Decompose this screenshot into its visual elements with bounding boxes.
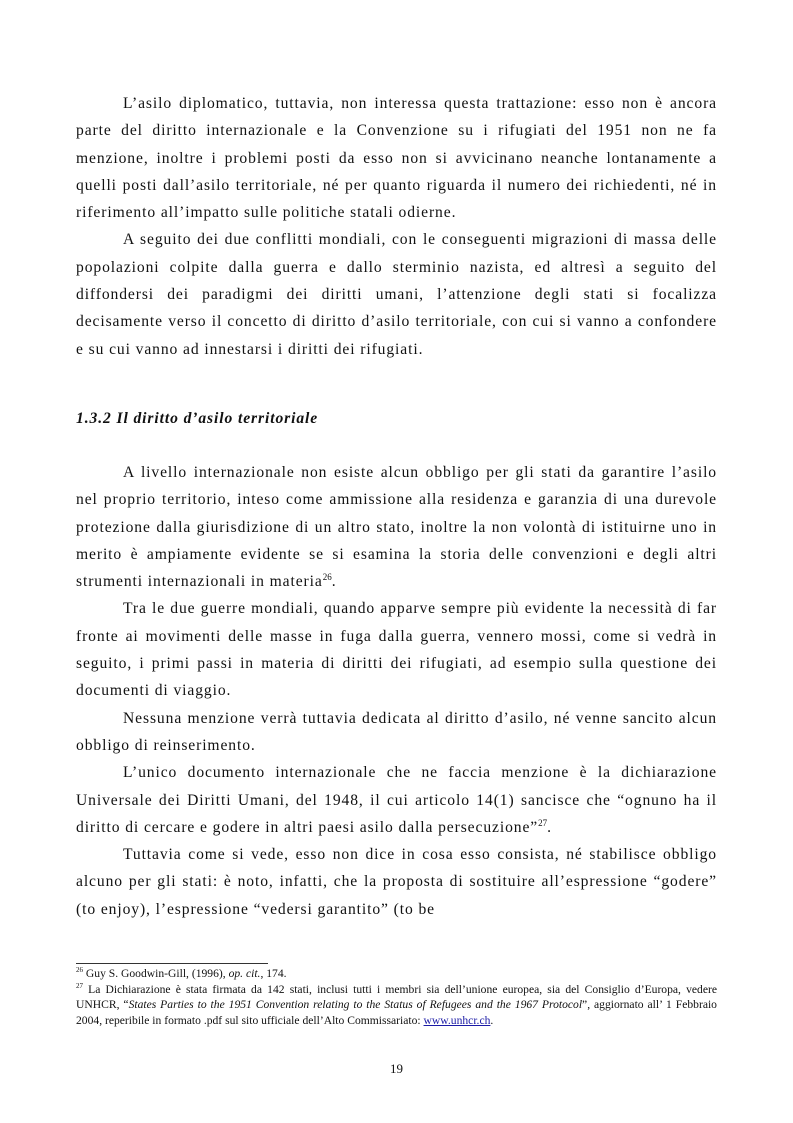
footnote-text: . <box>490 1013 494 1027</box>
paragraph-universal-declaration <box>76 759 717 841</box>
footnote-italic: op. cit. <box>228 967 261 980</box>
footnote-number: 26 <box>76 966 83 975</box>
paragraph-end: . <box>331 573 337 591</box>
footnote-27 <box>76 982 717 1029</box>
footnote-26 <box>76 966 717 982</box>
paragraph-text: L’unico documento internazionale che ne faccia menzione è la dichiarazione Universale dei Diritti Umani, del 1948, il cui articolo 14(1) sancisce che “ognuno ha il diritto di cercare e godere in altri paesi asilo dalla persecuzione” <box>76 764 717 836</box>
paragraph-no-obligation <box>76 459 717 595</box>
footnote-text: ”, aggiornato all’ 1 Febbraio 2004, reperibile in formato .pdf sul sito ufficiale dell’Alto Commissariato: <box>76 998 717 1027</box>
footnote-italic: States Parties to the 1951 Convention relating to the Status of Refugees and the 1967 Protocol <box>128 998 583 1012</box>
paragraph-text: A livello internazionale non esiste alcun obbligo per gli stati da garantire l’asilo nel proprio territorio, inteso come ammissione alla residenza e garanzia di una durevole protezione dalla giurisdizione di un altro stato, inoltre la non volontà di istituirne uno in merito è ampiamente evidente se si esamina la storia delle convenzioni e degli altri strumenti internazionali in materia <box>76 464 717 591</box>
paragraph-world-wars: A seguito dei due conflitti mondiali, con le conseguenti migrazioni di massa delle popolazioni colpite dalla guerra e dallo sterminio nazista, ed altresì a seguito del diffondersi dei paradigmi dei diritti umani, l’attenzione degli stati si focalizza decisamente verso il concetto di diritto d’asilo territoriale, con cui si vanno a confondere e su cui vanno ad innestarsi i diritti dei rifugiati. <box>76 231 717 358</box>
footnote-ref-27[interactable]: 27 <box>538 817 548 828</box>
footnote-number: 27 <box>76 981 83 990</box>
unhcr-link[interactable]: www.unhcr.ch <box>423 1013 491 1027</box>
intro-text <box>76 90 717 363</box>
footnotes <box>76 966 717 1028</box>
footnote-text: Guy S. Goodwin-Gill, (1996), <box>83 967 229 980</box>
section-heading: 1.3.2 Il diritto d’asilo territoriale <box>76 410 319 427</box>
footnote-text: , 174. <box>260 967 287 980</box>
paragraph-end: . <box>547 818 552 836</box>
paragraph-diplomatic-asylum: L’asilo diplomatico, tuttavia, non interessa questa trattazione: esso non è ancora parte del diritto internazionale e la Convenzione su i rifugiati del 1951 non ne fa menzione, inoltre i problemi posti da esso non si avvicinano neanche lontanamente a quelli posti dall’asilo territoriale, né per quanto riguarda il numero dei richiedenti, né in riferimento all’impatto sulle politiche statali odierne. <box>76 95 717 222</box>
page-number: 19 <box>390 1061 403 1076</box>
footnote-text: La Dichiarazione è stata firmata da 142 stati, inclusi tutti i membri sia dell’unione europea, sia del Consiglio d’Europa, vedere UNHCR, “ <box>76 982 717 1012</box>
footnote-ref-26[interactable]: 26 <box>322 572 332 582</box>
paragraph-between-wars: Tra le due guerre mondiali, quando apparve sempre più evidente la necessità di far fronte ai movimenti delle masse in fuga dalla guerra, vennero mossi, come si vedrà in seguito, i primi passi in materia di diritti dei rifugiati, ad esempio sulla questione dei documenti di viaggio. <box>76 600 717 700</box>
paragraph-no-mention: Nessuna menzione verrà tuttavia dedicata al diritto d’asilo, né venne sancito alcun obbligo di reinserimento. <box>76 709 717 754</box>
footnote-separator <box>76 963 268 964</box>
section-text <box>76 459 717 923</box>
paragraph-however: Tuttavia come si vede, esso non dice in cosa esso consista, né stabilisce obbligo alcuno per gli stati: è noto, infatti, che la proposta di sostituire all’espressione “godere” (to enjoy), l’espressione “vedersi garantito” (to be <box>76 846 717 918</box>
